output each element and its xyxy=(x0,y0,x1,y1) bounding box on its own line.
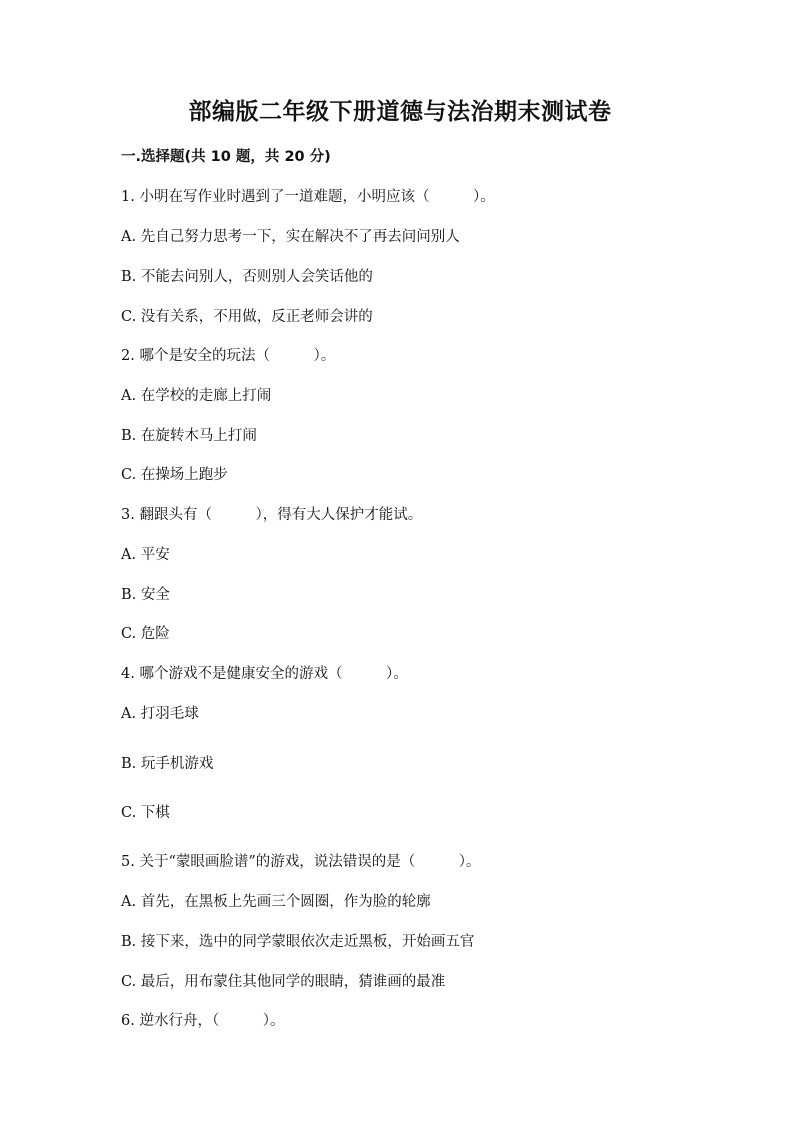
question-1-stem: 1. 小明在写作业时遇到了一道难题，小明应该（ ）。 xyxy=(121,189,495,205)
question-4-stem: 4. 哪个游戏不是健康安全的游戏（ ）。 xyxy=(121,666,408,682)
question-3-option-a: A. 平安 xyxy=(121,547,170,563)
question-3-option-c: C. 危险 xyxy=(121,626,170,642)
question-2-option-c: C. 在操场上跑步 xyxy=(121,467,228,483)
question-4-option-b: B. 玩手机游戏 xyxy=(121,756,214,772)
question-2-option-a: A. 在学校的走廊上打闹 xyxy=(121,388,272,404)
question-5-option-c: C. 最后，用布蒙住其他同学的眼睛，猜谁画的最准 xyxy=(121,974,446,990)
question-6-stem: 6. 逆水行舟，（ ）。 xyxy=(121,1013,285,1029)
question-2-stem: 2. 哪个是安全的玩法（ ）。 xyxy=(121,348,336,364)
question-2-option-b: B. 在旋转木马上打闹 xyxy=(121,428,257,444)
exam-title: 部编版二年级下册道德与法治期末测试卷 xyxy=(188,99,612,125)
section-heading: 一.选择题(共 10 题，共 20 分) xyxy=(121,149,331,165)
question-4-option-a: A. 打羽毛球 xyxy=(121,706,199,722)
question-5-stem: 5. 关于“蒙眼画脸谱”的游戏，说法错误的是（ ）。 xyxy=(121,854,481,870)
question-4-option-c: C. 下棋 xyxy=(121,805,170,821)
question-3-option-b: B. 安全 xyxy=(121,587,170,603)
question-3-stem: 3. 翻跟头有（ ），得有大人保护才能试。 xyxy=(121,507,423,523)
question-5-option-b: B. 接下来，选中的同学蒙眼依次走近黑板，开始画五官 xyxy=(121,934,475,950)
question-1-option-b: B. 不能去问别人，否则别人会笑话他的 xyxy=(121,269,373,285)
question-1-option-a: A. 先自己努力思考一下，实在解决不了再去问问别人 xyxy=(121,229,460,245)
question-5-option-a: A. 首先，在黑板上先画三个圆圈，作为脸的轮廓 xyxy=(121,894,431,910)
question-1-option-c: C. 没有关系，不用做，反正老师会讲的 xyxy=(121,309,373,325)
